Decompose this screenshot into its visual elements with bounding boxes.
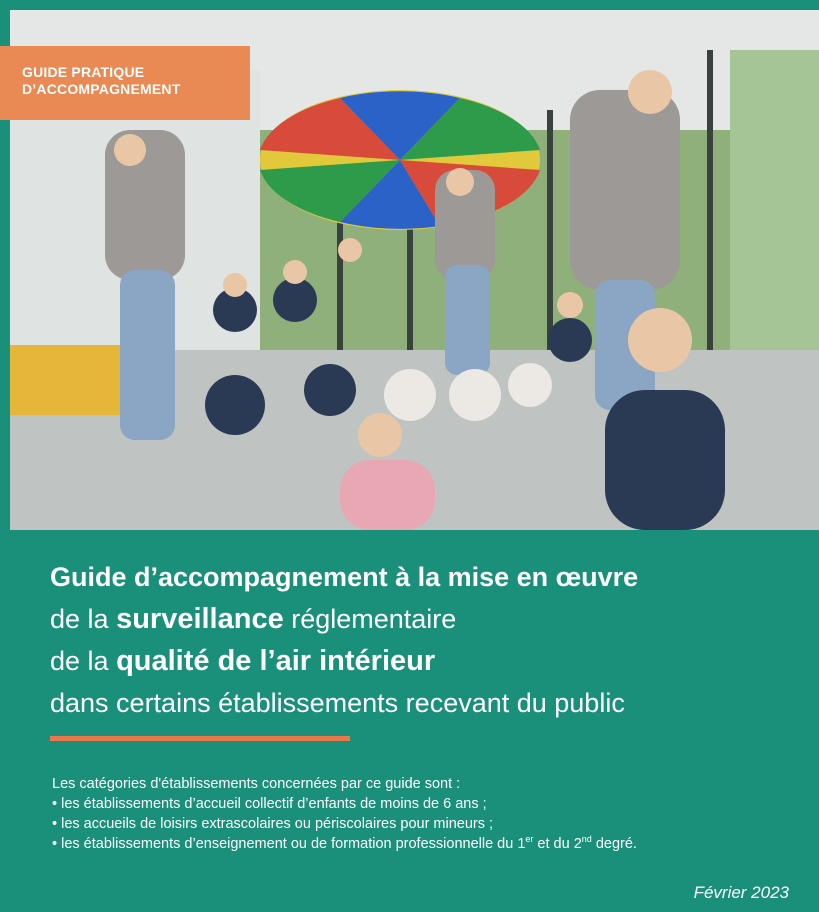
- intro-text: [52, 774, 812, 854]
- top-strip: [0, 0, 819, 10]
- intro-item-3-sup1: er: [525, 834, 534, 845]
- title-line-2-post: réglementaire: [283, 604, 457, 634]
- title-line-1: Guide d’accompagnement à la mise en œuvre: [50, 562, 639, 592]
- title-line-2-pre: de la: [50, 604, 117, 634]
- orange-divider: [50, 736, 350, 741]
- guide-badge: [0, 46, 250, 120]
- badge-line-1: GUIDE PRATIQUE: [22, 64, 145, 80]
- badge-line-2: D’ACCOMPAGNEMENT: [22, 81, 181, 97]
- intro-item-3-post: degré.: [591, 836, 637, 852]
- title-line-3: [50, 640, 810, 682]
- title-line-4: dans certains établissements recevant du public: [50, 688, 625, 718]
- title-line-2-strong: surveillance: [116, 603, 284, 635]
- intro-item-3-mid: et du 2: [533, 836, 582, 852]
- title-line-3-pre: de la: [50, 646, 117, 676]
- document-title: [50, 556, 810, 724]
- intro-item-3-pre: • les établissements d’enseignement ou de formation professionnelle du 1: [52, 836, 526, 852]
- intro-item-3: [52, 834, 812, 854]
- intro-heading: Les catégories d'établissements concernées par ce guide sont :: [52, 776, 461, 792]
- title-line-2: [50, 598, 810, 640]
- title-line-3-strong: qualité de l’air intérieur: [116, 645, 436, 677]
- intro-item-1: • les établissements d’accueil collectif d’enfants de moins de 6 ans ;: [52, 796, 487, 812]
- publication-date: Février 2023: [693, 883, 789, 902]
- intro-item-2: • les accueils de loisirs extrascolaires ou périscolaires pour mineurs ;: [52, 816, 494, 832]
- intro-item-3-sup2: nd: [581, 834, 592, 845]
